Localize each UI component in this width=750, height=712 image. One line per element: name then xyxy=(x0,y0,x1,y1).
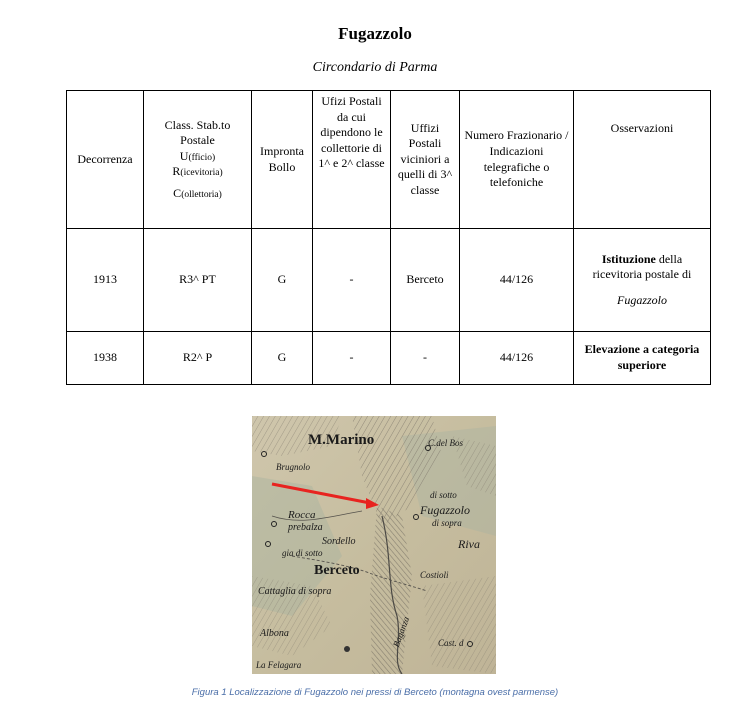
map-label-gia-sotto: gia di sotto xyxy=(282,548,323,558)
map-image xyxy=(252,416,496,674)
map-label-sordello: Sordello xyxy=(322,536,356,547)
header-class-r: R xyxy=(172,164,181,179)
header-classificazione xyxy=(144,91,252,229)
cell-impronta: G xyxy=(252,332,313,385)
header-class-c-rest: (ollettoria) xyxy=(181,189,222,200)
header-osservazioni: Osservazioni xyxy=(574,91,711,229)
cell-impronta: G xyxy=(252,229,313,332)
obs-bold: Istituzione xyxy=(601,251,656,266)
cell-numero: 44/126 xyxy=(460,229,574,332)
map-label-fugazzolo: Fugazzolo xyxy=(420,503,471,517)
map-label-felagara: La Felagara xyxy=(256,660,302,670)
cell-classe: R3^ PT xyxy=(144,229,252,332)
table-row xyxy=(67,229,711,332)
map-label-sopra: di sopra xyxy=(432,518,462,528)
header-class-u-rest: (fficio) xyxy=(188,152,216,163)
map-label-brugnola: Brugnolo xyxy=(276,462,311,472)
header-ufizi: Ufizi Postali da cui dipendono le collettorie di 1^ e 2^ classe xyxy=(313,91,391,229)
cell-osservazioni xyxy=(574,229,711,332)
obs-text: della ricevitoria postale di xyxy=(592,251,692,282)
page-title: Fugazzolo xyxy=(338,24,412,43)
table-row xyxy=(67,332,711,385)
map-label-berceto: Berceto xyxy=(314,563,360,578)
figure-caption: Figura 1 Localizzazione di Fugazzolo nei pressi di Berceto (montagna ovest parmense) xyxy=(191,687,559,698)
cell-uffizi: - xyxy=(391,332,460,385)
header-numero: Numero Frazionario / Indicazioni telegrafiche o telefoniche xyxy=(460,91,574,229)
cell-decorrenza: 1938 xyxy=(67,332,144,385)
cell-osservazioni xyxy=(574,332,711,385)
table-header-row xyxy=(67,91,711,229)
cell-numero: 44/126 xyxy=(460,332,574,385)
header-class-c: C xyxy=(173,185,182,200)
map-label-riva: Riva xyxy=(458,537,480,551)
header-class-line2: Postale xyxy=(180,133,215,148)
map-label-marino: M.Marino xyxy=(308,432,375,448)
historic-map xyxy=(252,416,496,674)
map-label-costioli: Costioli xyxy=(420,570,449,580)
map-label-albona: Albona xyxy=(260,628,289,639)
map-label-baganza: Baganza xyxy=(391,615,412,649)
header-class-u: U xyxy=(179,148,189,163)
page-subtitle: Circondario di Parma xyxy=(312,60,438,75)
map-label-prebalza: prebalza xyxy=(288,522,323,533)
map-label-cast: Cast. d xyxy=(438,638,464,648)
obs-bold: Elevazione a categoria superiore xyxy=(584,342,700,372)
header-decorrenza: Decorrenza xyxy=(67,91,144,229)
cell-uffizi: Berceto xyxy=(391,229,460,332)
map-label-rocca: Rocca xyxy=(288,509,316,521)
cell-classe: R2^ P xyxy=(144,332,252,385)
map-label-sotto: di sotto xyxy=(430,490,457,500)
map-label-cattaglia: Cattaglia di sopra xyxy=(258,586,332,597)
header-class-line1: Class. Stab.to xyxy=(164,117,231,132)
obs-place: Fugazzolo xyxy=(616,292,667,307)
cell-decorrenza: 1913 xyxy=(67,229,144,332)
map-label-bos: C.del Bos xyxy=(428,438,463,448)
cell-ufizi: - xyxy=(313,229,391,332)
cell-ufizi: - xyxy=(313,332,391,385)
header-uffizi: Uffizi Postali viciniori a quelli di 3^ classe xyxy=(391,91,460,229)
header-impronta: Impronta Bollo xyxy=(252,91,313,229)
header-class-r-rest: (icevitoria) xyxy=(180,168,223,179)
postal-register-table xyxy=(66,90,711,385)
